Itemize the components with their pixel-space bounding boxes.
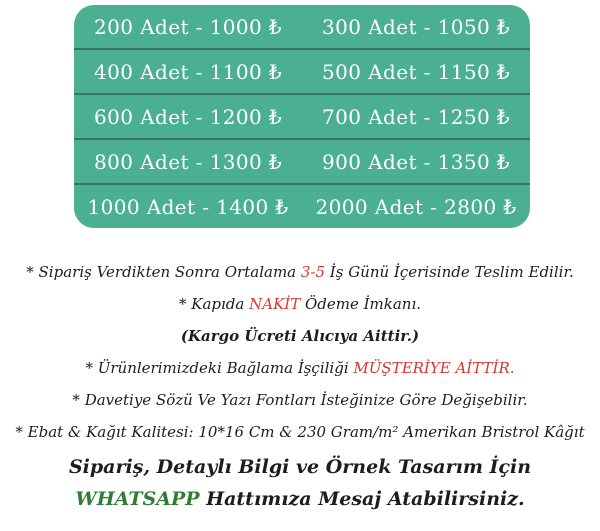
price-cell: 800 Adet - 1300 ₺ (94, 149, 282, 174)
highlight-cash: NAKİT (249, 295, 301, 313)
price-cell: 1000 Adet - 1400 ₺ (87, 194, 289, 219)
highlight-delivery-days: 3-5 (300, 263, 326, 281)
note-text: * Ürünlerimizdeki Bağlama İşçiliği (85, 359, 354, 377)
price-cell: 600 Adet - 1200 ₺ (94, 104, 282, 129)
table-row (74, 183, 530, 228)
price-table (74, 5, 530, 228)
price-cell: 300 Adet - 1050 ₺ (322, 14, 510, 39)
note-text: * Ebat & Kağıt Kalitesi: 10*16 Cm & 230 Gram/m² Amerikan Bristrol Kâğıt (15, 423, 585, 441)
price-cell: 200 Adet - 1000 ₺ (94, 14, 282, 39)
footer-contact (0, 451, 600, 515)
footer-line-2 (0, 483, 600, 515)
footer-text: Hattımıza Mesaj Atabilirsiniz. (199, 488, 525, 510)
note-paper-quality (0, 416, 600, 448)
price-cell: 2000 Adet - 2800 ₺ (315, 194, 517, 219)
highlight-customer-responsibility: MÜŞTERİYE AİTTİR. (353, 359, 515, 377)
note-text: (Kargo Ücreti Alıcıya Aittir.) (180, 327, 420, 345)
table-row (74, 48, 530, 93)
price-cell: 900 Adet - 1350 ₺ (322, 149, 510, 174)
note-binding-labor (0, 352, 600, 384)
price-cell: 500 Adet - 1150 ₺ (322, 59, 510, 84)
note-text: * Sipariş Verdikten Sonra Ortalama (26, 263, 301, 281)
note-text: * Davetiye Sözü Ve Yazı Fontları İsteğinize Göre Değişebilir. (72, 391, 528, 409)
note-fonts-changeable (0, 384, 600, 416)
table-row (74, 5, 530, 48)
note-text: Ödeme İmkanı. (300, 295, 422, 313)
notes-section (0, 256, 600, 448)
note-cash-payment (0, 288, 600, 320)
note-text: * Kapıda (178, 295, 250, 313)
price-cell: 700 Adet - 1250 ₺ (322, 104, 510, 129)
highlight-whatsapp: WHATSAPP (75, 488, 200, 510)
price-cell: 400 Adet - 1100 ₺ (94, 59, 282, 84)
note-text: İş Günü İçerisinde Teslim Edilir. (325, 263, 574, 281)
table-row (74, 93, 530, 138)
table-row (74, 138, 530, 183)
note-shipping-fee (0, 320, 600, 352)
footer-line-1: Sipariş, Detaylı Bilgi ve Örnek Tasarım İçin (68, 456, 532, 478)
note-delivery-time (0, 256, 600, 288)
